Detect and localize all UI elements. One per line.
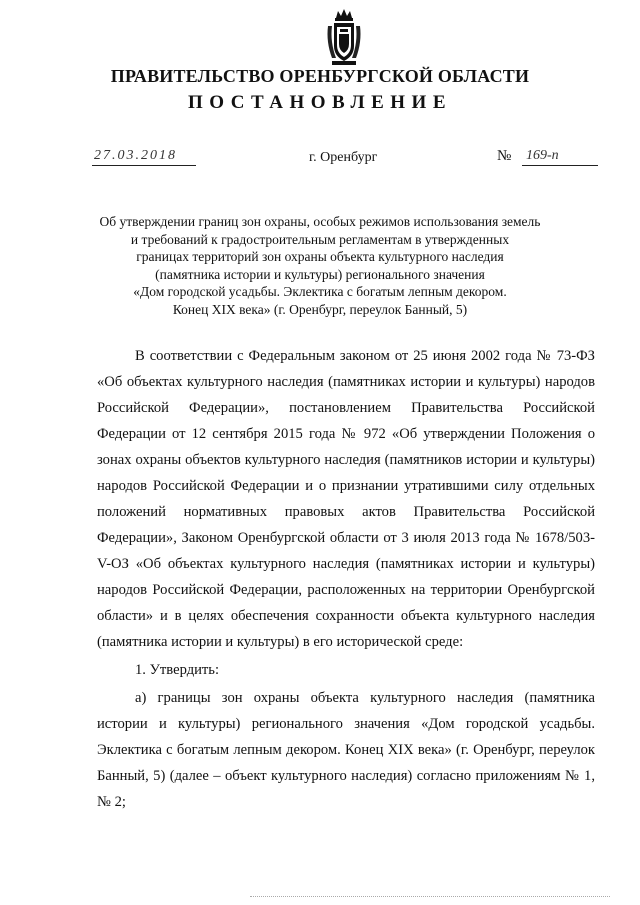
document-city: г. Оренбург [309, 150, 378, 165]
document-title [90, 213, 550, 318]
title-line: (памятника истории и культуры) регионального значения [155, 266, 485, 282]
document-number: 169-п [522, 148, 598, 166]
title-line: Об утверждении границ зон охраны, особых режимов использования земель [99, 214, 541, 229]
coat-of-arms-icon [324, 8, 364, 68]
document-type: ПОСТАНОВЛЕНИЕ [187, 92, 453, 113]
item-1a-paragraph: а) границы зон охраны объекта культурного наследия (памятника истории и культуры) регионального значения «Дом городской усадьбы. Эклектика с богатым лепным декором. Конец XIX века» (г. Оренбург, переулок Банный, 5) (далее – объект культурного наследия) согласно приложениям № 1, № 2; [97, 690, 595, 810]
page-bottom-edge [250, 896, 610, 901]
title-line: «Дом городской усадьбы. Эклектика с богатым лепным декором. [133, 284, 507, 299]
organization-name: ПРАВИТЕЛЬСТВО ОРЕНБУРГСКОЙ ОБЛАСТИ [110, 66, 530, 86]
title-line: и требований к градостроительным регламентам в утвержденных [130, 231, 510, 247]
item-1-paragraph: 1. Утвердить: [135, 662, 220, 678]
document-number-label: № [497, 148, 512, 164]
title-line: границах территорий зон охраны объекта культурного наследия [136, 249, 504, 264]
preamble-paragraph: В соответствии с Федеральным законом от 25 июня 2002 года № 73-ФЗ «Об объектах культурного наследия (памятниках истории и культуры) народов Российской Федерации», постановлением Правительства Российской Федерации от 12 сентября 2015 года № 972 «Об утверждении Положения о зонах охраны объектов культурного наследия (памятников истории и культуры) народов Российской Федерации и о признании утратившими силу отдельных положений нормативных правовых актов Правительства Российской Федерации», Законом Оренбургской области от 3 июля 2013 года № 1678/503-V-ОЗ «Об объектах культурного наследия (памятниках истории и культуры) народов Российской Федерации, расположенных на территории Оренбургской области» и в целях обеспечения сохранности объекта культурного наследия (памятника истории и культуры) в его исторической среде: [97, 348, 595, 650]
document-date: 27.03.2018 [92, 148, 196, 166]
document-body [97, 343, 595, 815]
title-line: Конец XIX века» (г. Оренбург, переулок Банный, 5) [172, 301, 468, 317]
